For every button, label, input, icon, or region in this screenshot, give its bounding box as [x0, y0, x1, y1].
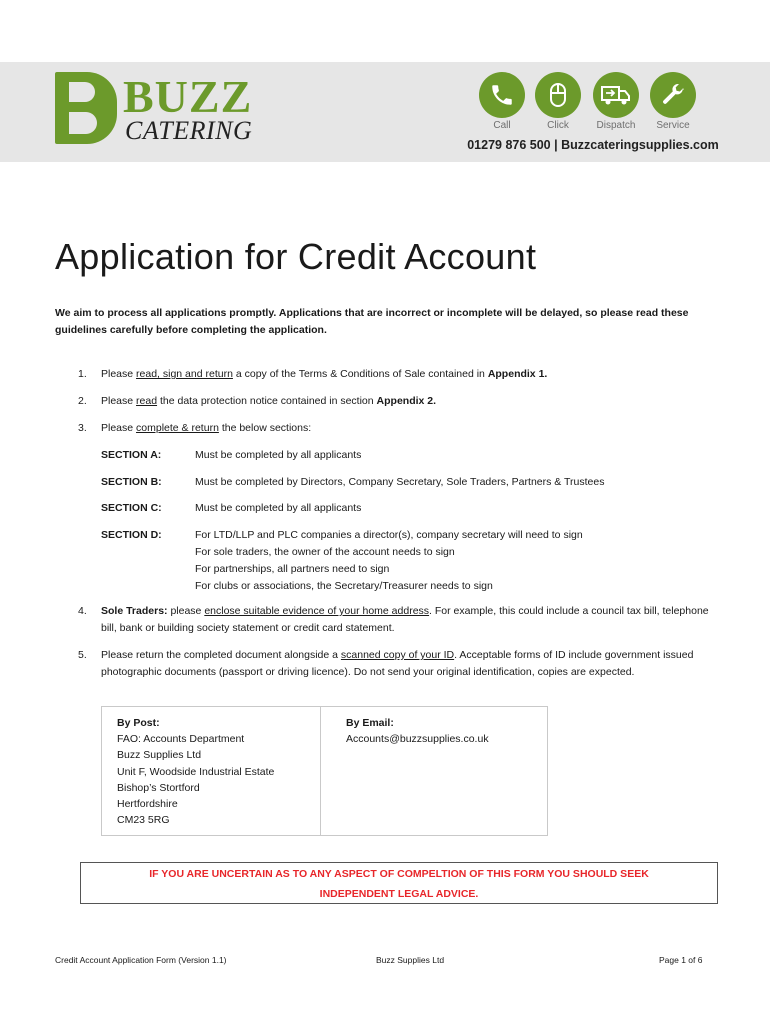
- email-address-link[interactable]: Accounts@buzzsupplies.co.uk: [346, 733, 489, 746]
- list-number: 5.: [78, 649, 87, 661]
- list-text: Please return the completed document alongside a scanned copy of your ID. Acceptable forms of ID include government issued photographic documents (passport or driving licence). Do not send your original identification, copies are expected.: [101, 649, 694, 678]
- list-number: 2.: [78, 395, 87, 407]
- warning-line: IF YOU ARE UNCERTAIN AS TO ANY ASPECT OF COMPELTION OF THIS FORM YOU SHOULD SEEK: [149, 868, 649, 880]
- table-divider: [320, 707, 321, 835]
- intro-paragraph: We aim to process all applications promptly. Applications that are incorrect or incomplete will be delayed, so please read these guidelines carefully before completing the application.: [55, 307, 689, 336]
- list-text: Please read the data protection notice contained in section Appendix 2.: [101, 395, 437, 407]
- list-number: 3.: [78, 422, 87, 434]
- footer-page-number: Page 1 of 6: [659, 955, 703, 965]
- footer-form-version: Credit Account Application Form (Version 1.1): [55, 955, 227, 965]
- buzz-catering-logo[interactable]: [55, 72, 285, 148]
- post-line: Bishop’s Stortford: [117, 781, 200, 794]
- delivery-truck-icon: [593, 72, 639, 118]
- email-heading: By Email:: [346, 717, 394, 729]
- wrench-icon: [650, 72, 696, 118]
- submission-address-table: [101, 706, 548, 836]
- list-text: Please read, sign and return a copy of the Terms & Conditions of Sale contained in Appendix 1.: [101, 368, 548, 380]
- service-link[interactable]: [643, 72, 703, 131]
- call-label: Call: [493, 120, 511, 131]
- warning-line: INDEPENDENT LEGAL ADVICE.: [319, 888, 479, 900]
- section-description: For LTD/LLP and PLC companies a director(s), company secretary will need to sign For sole traders, the owner of the account needs to sign For partnerships, all partners need to sign For clubs or associations, the Secretary/Treasurer needs to sign: [195, 529, 583, 592]
- section-key: SECTION C:: [101, 502, 162, 514]
- section-description: Must be completed by all applicants: [195, 449, 362, 461]
- contact-line[interactable]: 01279 876 500 | Buzzcateringsupplies.com: [467, 138, 719, 152]
- list-text: Sole Traders: please enclose suitable evidence of your home address. For example, this could include a council tax bill, telephone bill, bank or building society statement or credit card statement.: [101, 605, 709, 634]
- page-title: Application for Credit Account: [55, 236, 537, 277]
- section-description: Must be completed by Directors, Company Secretary, Sole Traders, Partners & Trustees: [195, 476, 605, 488]
- footer-company: Buzz Supplies Ltd: [376, 955, 445, 965]
- logo-b-mark: [55, 72, 117, 144]
- list-number: 1.: [78, 368, 87, 380]
- section-key: SECTION A:: [101, 449, 162, 461]
- post-heading: By Post:: [117, 717, 160, 729]
- logo-catering-text: CATERING: [125, 116, 253, 145]
- post-line: Hertfordshire: [117, 798, 178, 811]
- section-key: SECTION B:: [101, 476, 162, 488]
- post-line: Buzz Supplies Ltd: [117, 749, 202, 762]
- click-label: Click: [547, 120, 569, 131]
- section-description: Must be completed by all applicants: [195, 502, 362, 514]
- section-key: SECTION D:: [101, 529, 162, 541]
- mouse-icon: [535, 72, 581, 118]
- legal-advice-warning: [80, 862, 718, 904]
- post-line: CM23 5RG: [117, 814, 170, 827]
- service-label: Service: [656, 120, 690, 131]
- dispatch-label: Dispatch: [596, 120, 636, 131]
- post-line: FAO: Accounts Department: [117, 733, 245, 746]
- dispatch-link[interactable]: [586, 72, 646, 131]
- post-address-cell: [117, 715, 317, 828]
- phone-icon: [479, 72, 525, 118]
- call-link[interactable]: [472, 72, 532, 131]
- header-icon-row: [472, 72, 702, 132]
- list-number: 4.: [78, 605, 87, 617]
- email-address-cell: [346, 715, 546, 747]
- logo-buzz-text: BUZZ: [123, 71, 253, 122]
- post-line: Unit F, Woodside Industrial Estate: [117, 765, 275, 778]
- click-link[interactable]: [528, 72, 588, 131]
- list-text: Please complete & return the below sections:: [101, 422, 312, 434]
